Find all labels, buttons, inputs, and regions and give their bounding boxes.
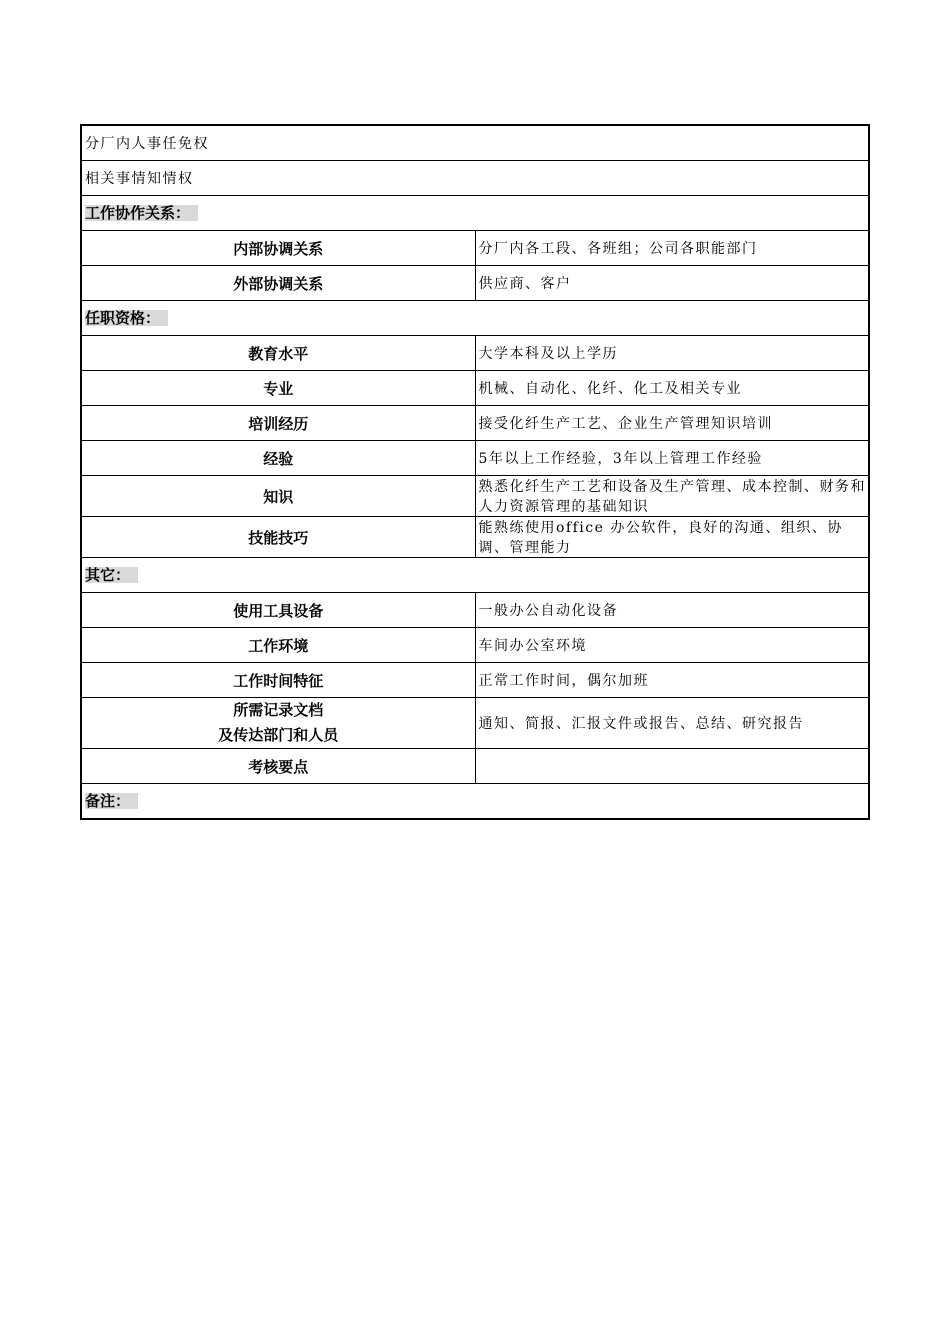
field-label: 知识 — [81, 476, 475, 517]
table-row — [81, 663, 869, 698]
table-row — [81, 698, 869, 749]
field-value: 能熟练使用office 办公软件，良好的沟通、组织、协调、管理能力 — [475, 517, 869, 558]
field-label: 教育水平 — [81, 336, 475, 371]
section-title: 工作协作关系： — [85, 205, 198, 221]
field-value: 分厂内各工段、各班组；公司各职能部门 — [475, 231, 869, 266]
table-row — [81, 517, 869, 558]
table-row — [81, 406, 869, 441]
field-value: 熟悉化纤生产工艺和设备及生产管理、成本控制、财务和人力资源管理的基础知识 — [475, 476, 869, 517]
section-title: 备注： — [85, 793, 138, 809]
table-row — [81, 593, 869, 628]
field-value: 5年以上工作经验，3年以上管理工作经验 — [475, 441, 869, 476]
table-row — [81, 441, 869, 476]
field-label: 工作环境 — [81, 628, 475, 663]
table-row — [81, 161, 869, 196]
section-header-other — [81, 558, 869, 593]
section-title: 其它： — [85, 567, 138, 583]
field-value — [475, 749, 869, 784]
table-row — [81, 628, 869, 663]
field-value: 大学本科及以上学历 — [475, 336, 869, 371]
right-item: 分厂内人事任免权 — [81, 125, 869, 161]
table-row — [81, 231, 869, 266]
table-row — [81, 336, 869, 371]
field-value: 车间办公室环境 — [475, 628, 869, 663]
field-value: 通知、简报、汇报文件或报告、总结、研究报告 — [475, 698, 869, 749]
field-label — [81, 698, 475, 749]
field-value: 一般办公自动化设备 — [475, 593, 869, 628]
table-row — [81, 371, 869, 406]
field-label: 经验 — [81, 441, 475, 476]
table-row — [81, 476, 869, 517]
table-row — [81, 749, 869, 784]
field-value: 接受化纤生产工艺、企业生产管理知识培训 — [475, 406, 869, 441]
field-label: 内部协调关系 — [81, 231, 475, 266]
job-description-table — [80, 124, 870, 820]
field-label: 工作时间特征 — [81, 663, 475, 698]
table-row — [81, 125, 869, 161]
field-label: 技能技巧 — [81, 517, 475, 558]
section-header-remarks — [81, 784, 869, 820]
right-item: 相关事情知情权 — [81, 161, 869, 196]
section-header-qualifications — [81, 301, 869, 336]
field-label: 使用工具设备 — [81, 593, 475, 628]
field-value: 机械、自动化、化纤、化工及相关专业 — [475, 371, 869, 406]
field-value: 正常工作时间，偶尔加班 — [475, 663, 869, 698]
field-label: 专业 — [81, 371, 475, 406]
section-header-cooperation — [81, 196, 869, 231]
field-label: 培训经历 — [81, 406, 475, 441]
section-title: 任职资格： — [85, 310, 168, 326]
field-label-line: 及传达部门和人员 — [218, 726, 339, 744]
table-row — [81, 266, 869, 301]
field-value: 供应商、客户 — [475, 266, 869, 301]
field-label: 外部协调关系 — [81, 266, 475, 301]
field-label-line: 所需记录文档 — [233, 701, 324, 719]
field-label: 考核要点 — [81, 749, 475, 784]
